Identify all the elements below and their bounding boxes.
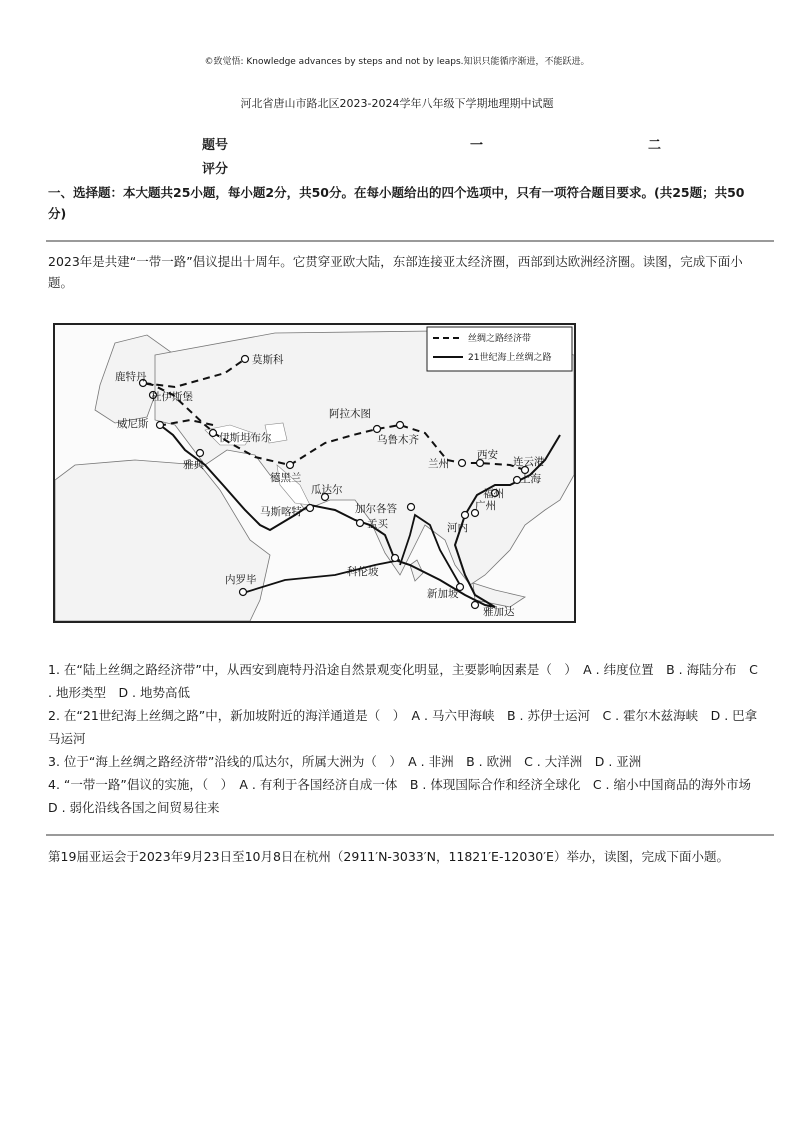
map-legend bbox=[427, 327, 572, 371]
question-2: 2. 在“21世纪海上丝绸之路”中，新加坡附近的海洋通道是（ ） A . 马六甲海峡 B . 苏伊士运河 C . 霍尔木兹海峡 D . 巴拿马运河 bbox=[48, 708, 758, 746]
city-jakarta: 雅加达 bbox=[483, 606, 515, 618]
city-hanoi: 河内 bbox=[447, 522, 468, 534]
divider bbox=[46, 240, 774, 242]
city-tehran: 德黑兰 bbox=[270, 472, 302, 484]
city-venice: 威尼斯 bbox=[117, 418, 149, 430]
city-istanbul: 伊斯坦布尔 bbox=[219, 432, 272, 444]
city-colombo: 科伦坡 bbox=[347, 566, 379, 578]
legend-land-label: 丝绸之路经济带 bbox=[468, 334, 532, 344]
city-muscat: 马斯喀特 bbox=[260, 506, 302, 518]
motto-header: ©致觉悟: Knowledge advances by steps and not by leaps.知识只能循序渐进，不能跃进。 bbox=[204, 57, 590, 67]
question-group-intro-2: 第19届亚运会于2023年9月23日至10月8日在杭州（2911′N-3033′N，11821′E-12030′E）举办，读图，完成下面小题。 bbox=[48, 849, 729, 864]
score-table-row1-label: 题号 bbox=[202, 138, 229, 153]
city-lianyungang: 连云港 bbox=[513, 456, 545, 468]
section-heading: 一、选择题：本大题共25小题，每小题2分，共50分。在每小题给出的四个选项中，只有一项符合题目要求。(共25题；共50分) bbox=[48, 185, 745, 221]
city-kolkata: 加尔各答 bbox=[355, 503, 397, 515]
score-table-row2-label: 评分 bbox=[202, 162, 229, 177]
question-4: 4. “一带一路”倡议的实施，（ ） A . 有利于各国经济自成一体 B . 体现国际合作和经济全球化 C . 缩小中国商品的海外市场 D . 弱化沿线各国之间贸易往来 bbox=[48, 777, 764, 815]
city-urumqi: 乌鲁木齐 bbox=[377, 434, 419, 446]
city-rotterdam: 鹿特丹 bbox=[115, 371, 147, 383]
question-3: 3. 位于“海上丝绸之路经济带”沿线的瓜达尔，所属大洲为（ ） A . 非洲 B . 欧洲 C . 大洋洲 D . 亚洲 bbox=[48, 754, 642, 769]
city-moscow: 莫斯科 bbox=[252, 354, 284, 366]
score-table-col1: 一 bbox=[470, 138, 484, 153]
city-nairobi: 内罗毕 bbox=[225, 574, 257, 586]
city-fuzhou: 福州 bbox=[483, 488, 504, 500]
city-shanghai: 上海 bbox=[520, 473, 541, 485]
city-gwadar: 瓜达尔 bbox=[311, 484, 343, 496]
city-xian: 西安 bbox=[477, 449, 498, 461]
exam-title: 河北省唐山市路北区2023-2024学年八年级下学期地理期中试题 bbox=[240, 97, 554, 110]
city-almaty: 阿拉木图 bbox=[329, 408, 371, 420]
divider bbox=[46, 834, 774, 836]
city-lanzhou: 兰州 bbox=[428, 458, 449, 470]
legend-sea-label: 21世纪海上丝绸之路 bbox=[468, 353, 552, 363]
question-1: 1. 在“陆上丝绸之路经济带”中，从西安到鹿特丹沿途自然景观变化明显，主要影响因素是（ ） A . 纬度位置 B . 海陆分布 C . 地形类型 D . 地势高低 bbox=[48, 662, 758, 700]
city-singapore: 新加坡 bbox=[427, 588, 459, 600]
city-athens: 雅典 bbox=[183, 459, 204, 471]
score-table-col2: 二 bbox=[648, 138, 662, 153]
belt-and-road-map bbox=[53, 323, 576, 623]
question-group-intro: 2023年是共建“一带一路”倡议提出十周年。它贯穿亚欧大陆，东部连接亚太经济圈，西部到达欧洲经济圈。读图，完成下面小题。 bbox=[48, 254, 743, 290]
city-duisburg: 杜伊斯堡 bbox=[151, 391, 193, 403]
city-guangzhou: 广州 bbox=[475, 500, 496, 512]
city-mumbai: 孟买 bbox=[367, 518, 388, 530]
